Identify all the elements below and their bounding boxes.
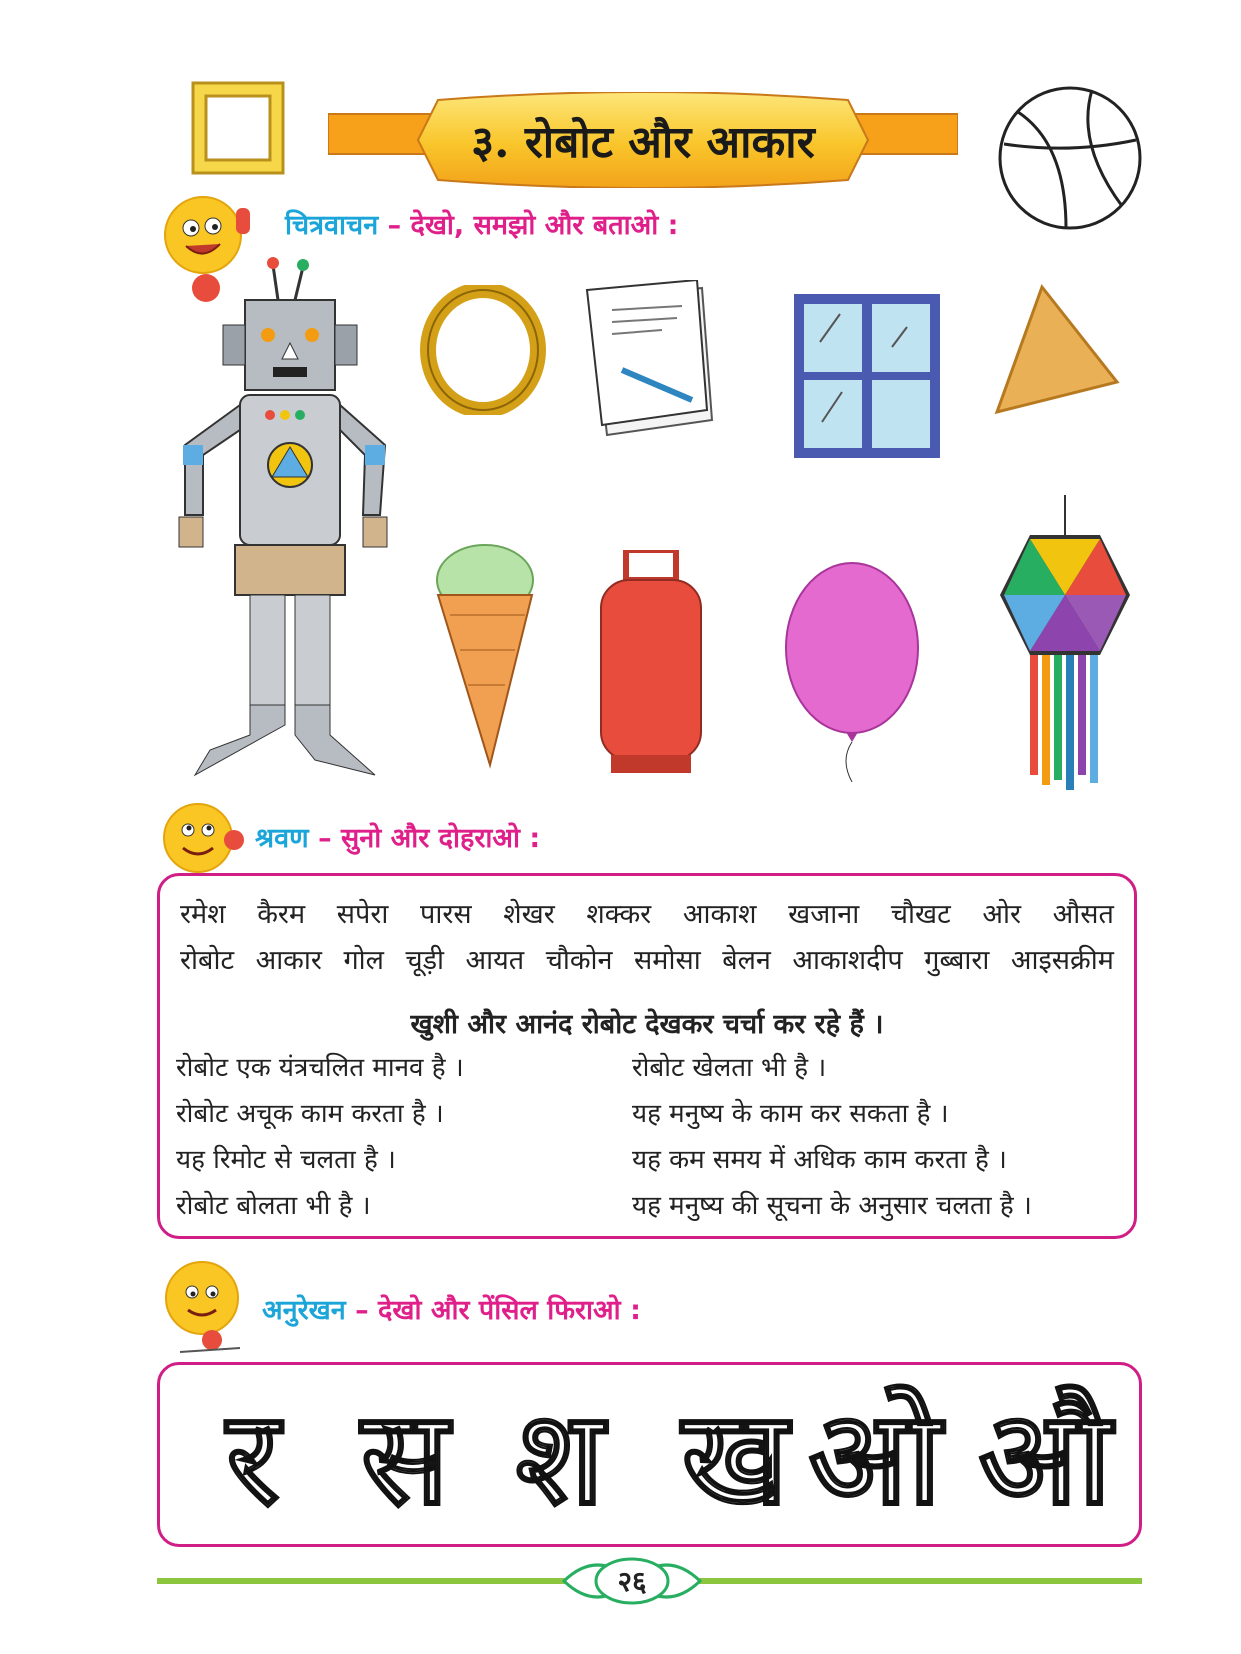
- trace-letter[interactable]: श: [515, 1382, 605, 1534]
- ice-cream-image: [430, 540, 540, 770]
- tracing-keyword: अनुरेखन: [262, 1295, 346, 1326]
- trace-letter[interactable]: स: [361, 1382, 449, 1534]
- word: चूड़ी: [405, 944, 445, 976]
- word: आकाश: [682, 898, 757, 930]
- gas-cylinder-image: [596, 550, 706, 775]
- discussion-subheading: खुशी और आनंद रोबोट देखकर चर्चा कर रहे हैं ।: [410, 1009, 884, 1040]
- word: गुब्बारा: [924, 944, 990, 976]
- sentence-right-4: यह मनुष्य की सूचना के अनुसार चलता है ।: [632, 1191, 1032, 1221]
- page-number-badge: [562, 1553, 702, 1609]
- ball-outline-image: [996, 84, 1144, 232]
- robot-illustration: [165, 255, 415, 785]
- sentence-right-2: यह मनुष्य के काम कर सकता है ।: [632, 1099, 949, 1129]
- word: चौकोन: [545, 944, 613, 976]
- trace-letter[interactable]: ओ: [808, 1382, 942, 1534]
- listening-instruction: – सुनो और दोहराओ :: [318, 823, 541, 854]
- tracing-heading: [262, 1290, 641, 1327]
- listening-box: [157, 873, 1137, 1239]
- word: आयत: [465, 944, 525, 976]
- window-image: [792, 292, 942, 460]
- word: ओर: [982, 898, 1022, 930]
- word: औसत: [1052, 898, 1114, 930]
- trace-letter[interactable]: र: [226, 1382, 280, 1534]
- trace-letter[interactable]: ख: [681, 1382, 789, 1534]
- word: खजाना: [788, 898, 860, 930]
- word: बेलन: [722, 944, 771, 976]
- sentence-left-4: रोबोट बोलता भी है ।: [176, 1191, 371, 1221]
- sentence-left-3: यह रिमोट से चलता है ।: [176, 1145, 396, 1175]
- sentence-left-2: रोबोट अचूक काम करता है ।: [176, 1099, 444, 1129]
- word: सपेरा: [336, 898, 389, 930]
- trace-letter[interactable]: औ: [978, 1382, 1112, 1534]
- word-line-1: [180, 892, 1114, 932]
- tracing-box: [157, 1362, 1142, 1547]
- word: आकाशदीप: [792, 944, 903, 976]
- listening-keyword: श्रवण: [255, 823, 309, 854]
- word: गोल: [343, 944, 384, 976]
- bangle-image: [418, 285, 548, 415]
- balloon-image: [780, 560, 940, 785]
- tracing-instruction: – देखो और पेंसिल फिराओ :: [355, 1295, 641, 1326]
- word: चौखट: [890, 898, 951, 930]
- word: रमेश: [180, 898, 226, 930]
- picture-reading-instruction: – देखो, समझो और बताओ :: [387, 210, 679, 241]
- mascot-listening-icon: [158, 800, 248, 875]
- word: रोबोट: [180, 944, 235, 976]
- page-number: २६: [617, 1565, 647, 1598]
- sentence-right-1: रोबोट खेलता भी है ।: [632, 1053, 827, 1083]
- word-line-2: [180, 938, 1114, 978]
- word: कैरम: [257, 898, 306, 930]
- word: आकार: [255, 944, 322, 976]
- picture-reading-heading: [285, 205, 678, 242]
- title-banner: [328, 92, 958, 188]
- sentence-left-1: रोबोट एक यंत्रचलित मानव है ।: [176, 1053, 464, 1083]
- word: पारस: [420, 898, 472, 930]
- word: शेखर: [503, 898, 555, 930]
- paper-pen-image: [582, 280, 722, 450]
- picture-reading-keyword: चित्रवाचन: [285, 210, 379, 241]
- square-frame-image: [190, 80, 286, 176]
- lantern-image: [990, 495, 1140, 795]
- word: आइसक्रीम: [1010, 944, 1114, 976]
- samosa-image: [992, 282, 1122, 422]
- word: समोसा: [634, 944, 701, 976]
- word: शक्कर: [586, 898, 652, 930]
- listening-heading: [255, 818, 540, 855]
- page-title: ३. रोबोट और आकार: [471, 117, 815, 168]
- mascot-writing-icon: [160, 1258, 250, 1358]
- sentence-right-3: यह कम समय में अधिक काम करता है ।: [632, 1145, 1007, 1175]
